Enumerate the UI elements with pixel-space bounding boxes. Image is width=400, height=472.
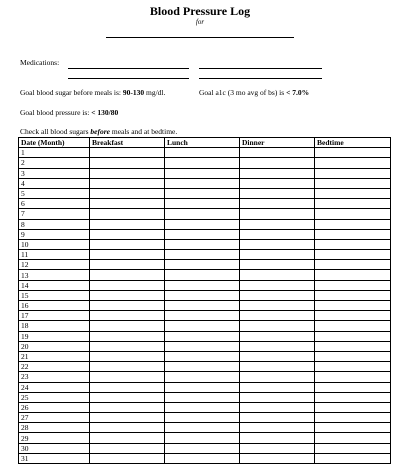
lunch-entry-cell[interactable] — [165, 158, 240, 168]
table-row — [19, 331, 391, 341]
bedtime-entry-cell[interactable] — [315, 239, 391, 249]
day-number: 11 — [19, 250, 90, 260]
dinner-entry-cell[interactable] — [240, 392, 315, 402]
dinner-entry-cell[interactable] — [240, 321, 315, 331]
lunch-entry-cell[interactable] — [165, 453, 240, 463]
lunch-entry-cell[interactable] — [165, 402, 240, 412]
dinner-entry-cell[interactable] — [240, 413, 315, 423]
blood-pressure-goal — [20, 108, 118, 118]
bedtime-entry-cell[interactable] — [315, 168, 391, 178]
column-header-breakfast: Breakfast — [90, 138, 165, 148]
breakfast-entry-cell[interactable] — [90, 229, 165, 239]
day-number: 17 — [19, 311, 90, 321]
day-number: 31 — [19, 453, 90, 463]
bedtime-entry-cell[interactable] — [315, 382, 391, 392]
bedtime-entry-cell[interactable] — [315, 188, 391, 198]
day-number: 13 — [19, 270, 90, 280]
a1c-goal-value: < 7.0% — [286, 88, 310, 97]
bedtime-entry-cell[interactable] — [315, 402, 391, 412]
table-row — [19, 423, 391, 433]
blood-pressure-goal-value: < 130/80 — [91, 108, 119, 117]
bedtime-entry-cell[interactable] — [315, 250, 391, 260]
dinner-entry-cell[interactable] — [240, 372, 315, 382]
medications-line-1 — [68, 68, 189, 69]
bedtime-entry-cell[interactable] — [315, 270, 391, 280]
day-number: 7 — [19, 209, 90, 219]
dinner-entry-cell[interactable] — [240, 311, 315, 321]
breakfast-entry-cell[interactable] — [90, 392, 165, 402]
breakfast-entry-cell[interactable] — [90, 453, 165, 463]
table-row — [19, 443, 391, 453]
medications-label: Medications: — [20, 58, 60, 67]
lunch-entry-cell[interactable] — [165, 239, 240, 249]
bedtime-entry-cell[interactable] — [315, 423, 391, 433]
for-label: for — [195, 18, 205, 26]
day-number: 3 — [19, 168, 90, 178]
day-number: 16 — [19, 301, 90, 311]
dinner-entry-cell[interactable] — [240, 168, 315, 178]
lunch-entry-cell[interactable] — [165, 372, 240, 382]
dinner-entry-cell[interactable] — [240, 229, 315, 239]
day-number: 27 — [19, 413, 90, 423]
breakfast-entry-cell[interactable] — [90, 239, 165, 249]
lunch-entry-cell[interactable] — [165, 443, 240, 453]
check-instructions — [20, 127, 177, 137]
bedtime-entry-cell[interactable] — [315, 260, 391, 270]
bedtime-entry-cell[interactable] — [315, 199, 391, 209]
dinner-entry-cell[interactable] — [240, 209, 315, 219]
breakfast-entry-cell[interactable] — [90, 270, 165, 280]
day-number: 2 — [19, 158, 90, 168]
medications-line-4 — [199, 78, 322, 79]
check-instructions-before: Check all blood sugars — [20, 127, 89, 136]
breakfast-entry-cell[interactable] — [90, 178, 165, 188]
breakfast-entry-cell[interactable] — [90, 168, 165, 178]
bedtime-entry-cell[interactable] — [315, 351, 391, 361]
dinner-entry-cell[interactable] — [240, 341, 315, 351]
breakfast-entry-cell[interactable] — [90, 209, 165, 219]
lunch-entry-cell[interactable] — [165, 229, 240, 239]
lunch-entry-cell[interactable] — [165, 392, 240, 402]
day-number: 20 — [19, 341, 90, 351]
dinner-entry-cell[interactable] — [240, 188, 315, 198]
lunch-entry-cell[interactable] — [165, 199, 240, 209]
breakfast-entry-cell[interactable] — [90, 188, 165, 198]
bedtime-entry-cell[interactable] — [315, 433, 391, 443]
table-row — [19, 199, 391, 209]
check-instructions-after: meals and at bedtime. — [111, 127, 178, 136]
day-number: 21 — [19, 351, 90, 361]
breakfast-entry-cell[interactable] — [90, 199, 165, 209]
bedtime-entry-cell[interactable] — [315, 301, 391, 311]
table-row — [19, 341, 391, 351]
breakfast-entry-cell[interactable] — [90, 351, 165, 361]
log-table — [18, 137, 391, 464]
lunch-entry-cell[interactable] — [165, 270, 240, 280]
bedtime-entry-cell[interactable] — [315, 331, 391, 341]
breakfast-entry-cell[interactable] — [90, 148, 165, 158]
lunch-entry-cell[interactable] — [165, 209, 240, 219]
breakfast-entry-cell[interactable] — [90, 158, 165, 168]
bedtime-entry-cell[interactable] — [315, 178, 391, 188]
breakfast-entry-cell[interactable] — [90, 301, 165, 311]
breakfast-entry-cell[interactable] — [90, 443, 165, 453]
blood-sugar-goal-unit: mg/dl. — [146, 88, 166, 97]
day-number: 25 — [19, 392, 90, 402]
day-number: 24 — [19, 382, 90, 392]
table-row — [19, 260, 391, 270]
lunch-entry-cell[interactable] — [165, 188, 240, 198]
name-blank-line — [106, 37, 294, 38]
lunch-entry-cell[interactable] — [165, 423, 240, 433]
day-number: 22 — [19, 362, 90, 372]
log-table-body — [19, 148, 391, 464]
dinner-entry-cell[interactable] — [240, 331, 315, 341]
day-number: 19 — [19, 331, 90, 341]
column-header-lunch: Lunch — [165, 138, 240, 148]
table-row — [19, 250, 391, 260]
dinner-entry-cell[interactable] — [240, 423, 315, 433]
breakfast-entry-cell[interactable] — [90, 433, 165, 443]
day-number: 8 — [19, 219, 90, 229]
day-number: 18 — [19, 321, 90, 331]
lunch-entry-cell[interactable] — [165, 280, 240, 290]
breakfast-entry-cell[interactable] — [90, 423, 165, 433]
lunch-entry-cell[interactable] — [165, 321, 240, 331]
day-number: 4 — [19, 178, 90, 188]
dinner-entry-cell[interactable] — [240, 433, 315, 443]
breakfast-entry-cell[interactable] — [90, 280, 165, 290]
day-number: 28 — [19, 423, 90, 433]
table-row — [19, 158, 391, 168]
dinner-entry-cell[interactable] — [240, 199, 315, 209]
breakfast-entry-cell[interactable] — [90, 331, 165, 341]
table-row — [19, 321, 391, 331]
table-row — [19, 148, 391, 158]
table-row — [19, 413, 391, 423]
lunch-entry-cell[interactable] — [165, 260, 240, 270]
table-row — [19, 219, 391, 229]
dinner-entry-cell[interactable] — [240, 301, 315, 311]
dinner-entry-cell[interactable] — [240, 260, 315, 270]
breakfast-entry-cell[interactable] — [90, 372, 165, 382]
dinner-entry-cell[interactable] — [240, 158, 315, 168]
dinner-entry-cell[interactable] — [240, 250, 315, 260]
day-number: 26 — [19, 402, 90, 412]
table-row — [19, 372, 391, 382]
dinner-entry-cell[interactable] — [240, 453, 315, 463]
blood-sugar-goal-label: Goal blood sugar before meals is: — [20, 88, 122, 97]
dinner-entry-cell[interactable] — [240, 351, 315, 361]
page-title: Blood Pressure Log — [149, 4, 251, 18]
table-row — [19, 382, 391, 392]
day-number: 14 — [19, 280, 90, 290]
dinner-entry-cell[interactable] — [240, 290, 315, 300]
table-row — [19, 433, 391, 443]
table-row — [19, 270, 391, 280]
table-row — [19, 290, 391, 300]
day-number: 1 — [19, 148, 90, 158]
table-row — [19, 229, 391, 239]
table-row — [19, 311, 391, 321]
breakfast-entry-cell[interactable] — [90, 219, 165, 229]
table-row — [19, 168, 391, 178]
blood-sugar-goal — [20, 88, 165, 98]
lunch-entry-cell[interactable] — [165, 362, 240, 372]
bedtime-entry-cell[interactable] — [315, 229, 391, 239]
breakfast-entry-cell[interactable] — [90, 413, 165, 423]
bedtime-entry-cell[interactable] — [315, 362, 391, 372]
day-number: 30 — [19, 443, 90, 453]
dinner-entry-cell[interactable] — [240, 382, 315, 392]
bedtime-entry-cell[interactable] — [315, 290, 391, 300]
day-number: 12 — [19, 260, 90, 270]
lunch-entry-cell[interactable] — [165, 433, 240, 443]
bedtime-entry-cell[interactable] — [315, 443, 391, 453]
lunch-entry-cell[interactable] — [165, 168, 240, 178]
bedtime-entry-cell[interactable] — [315, 158, 391, 168]
day-number: 9 — [19, 229, 90, 239]
day-number: 29 — [19, 433, 90, 443]
bedtime-entry-cell[interactable] — [315, 280, 391, 290]
dinner-entry-cell[interactable] — [240, 148, 315, 158]
bedtime-entry-cell[interactable] — [315, 148, 391, 158]
blood-sugar-goal-value: 90-130 — [122, 88, 145, 97]
dinner-entry-cell[interactable] — [240, 402, 315, 412]
bedtime-entry-cell[interactable] — [315, 321, 391, 331]
lunch-entry-cell[interactable] — [165, 351, 240, 361]
table-row — [19, 280, 391, 290]
day-number: 5 — [19, 188, 90, 198]
breakfast-entry-cell[interactable] — [90, 341, 165, 351]
lunch-entry-cell[interactable] — [165, 331, 240, 341]
lunch-entry-cell[interactable] — [165, 148, 240, 158]
medications-line-2 — [199, 68, 322, 69]
lunch-entry-cell[interactable] — [165, 301, 240, 311]
bedtime-entry-cell[interactable] — [315, 209, 391, 219]
lunch-entry-cell[interactable] — [165, 290, 240, 300]
table-row — [19, 392, 391, 402]
check-instructions-emphasis: before — [90, 127, 110, 136]
table-row — [19, 178, 391, 188]
table-row — [19, 402, 391, 412]
breakfast-entry-cell[interactable] — [90, 321, 165, 331]
lunch-entry-cell[interactable] — [165, 382, 240, 392]
day-number: 10 — [19, 239, 90, 249]
bedtime-entry-cell[interactable] — [315, 392, 391, 402]
a1c-goal — [199, 88, 309, 98]
dinner-entry-cell[interactable] — [240, 362, 315, 372]
lunch-entry-cell[interactable] — [165, 178, 240, 188]
breakfast-entry-cell[interactable] — [90, 290, 165, 300]
bedtime-entry-cell[interactable] — [315, 311, 391, 321]
dinner-entry-cell[interactable] — [240, 178, 315, 188]
dinner-entry-cell[interactable] — [240, 239, 315, 249]
breakfast-entry-cell[interactable] — [90, 311, 165, 321]
table-row — [19, 188, 391, 198]
table-row — [19, 239, 391, 249]
dinner-entry-cell[interactable] — [240, 443, 315, 453]
bedtime-entry-cell[interactable] — [315, 219, 391, 229]
dinner-entry-cell[interactable] — [240, 219, 315, 229]
bedtime-entry-cell[interactable] — [315, 341, 391, 351]
table-row — [19, 351, 391, 361]
table-row — [19, 301, 391, 311]
table-row — [19, 209, 391, 219]
bedtime-entry-cell[interactable] — [315, 453, 391, 463]
lunch-entry-cell[interactable] — [165, 250, 240, 260]
breakfast-entry-cell[interactable] — [90, 402, 165, 412]
bedtime-entry-cell[interactable] — [315, 372, 391, 382]
bedtime-entry-cell[interactable] — [315, 413, 391, 423]
blood-pressure-goal-label: Goal blood pressure is: — [20, 108, 90, 117]
medications-line-3 — [68, 78, 189, 79]
column-header-dinner: Dinner — [240, 138, 315, 148]
table-row — [19, 453, 391, 463]
day-number: 6 — [19, 199, 90, 209]
lunch-entry-cell[interactable] — [165, 413, 240, 423]
lunch-entry-cell[interactable] — [165, 219, 240, 229]
day-number: 23 — [19, 372, 90, 382]
lunch-entry-cell[interactable] — [165, 311, 240, 321]
a1c-goal-label: Goal a1c (3 mo avg of bs) is — [199, 88, 285, 97]
log-table-header-row — [19, 138, 391, 148]
dinner-entry-cell[interactable] — [240, 280, 315, 290]
breakfast-entry-cell[interactable] — [90, 362, 165, 372]
breakfast-entry-cell[interactable] — [90, 382, 165, 392]
column-header-bedtime: Bedtime — [315, 138, 391, 148]
breakfast-entry-cell[interactable] — [90, 250, 165, 260]
table-row — [19, 362, 391, 372]
breakfast-entry-cell[interactable] — [90, 260, 165, 270]
column-header-date: Date (Month) — [19, 138, 90, 148]
day-number: 15 — [19, 290, 90, 300]
lunch-entry-cell[interactable] — [165, 341, 240, 351]
dinner-entry-cell[interactable] — [240, 270, 315, 280]
